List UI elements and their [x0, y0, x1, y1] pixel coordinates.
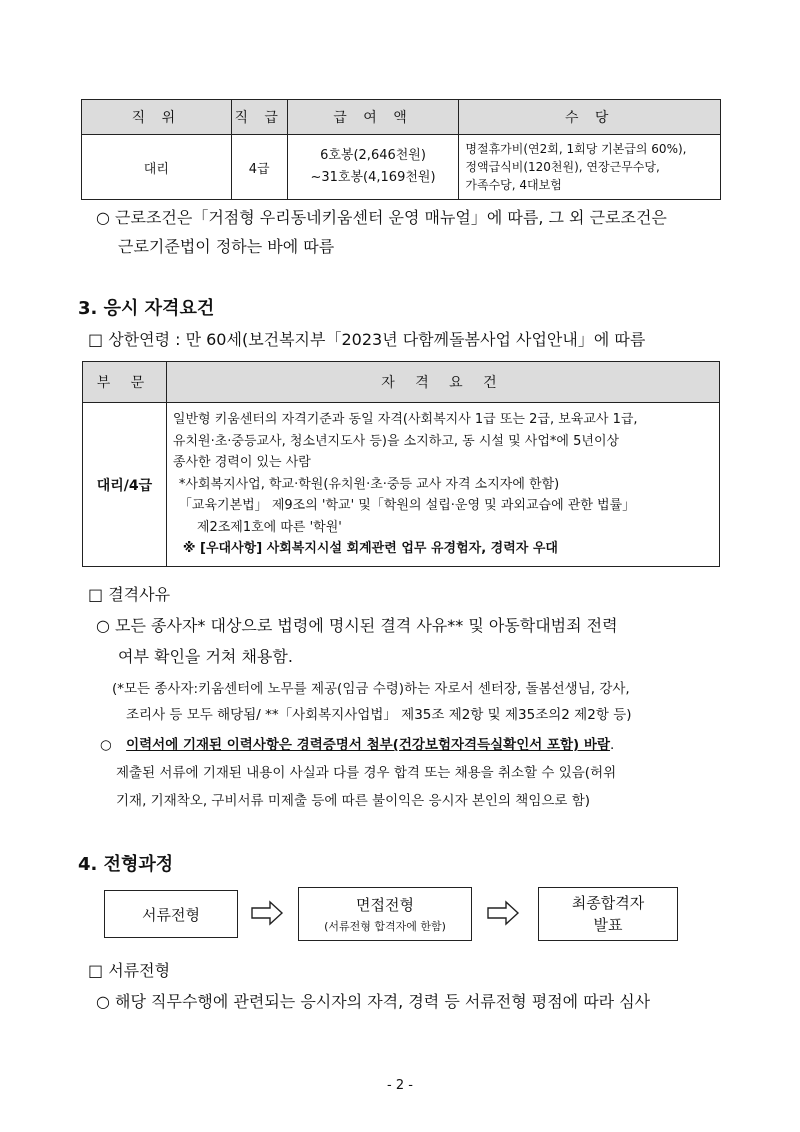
header-allowance: 수 당 — [459, 100, 721, 135]
step-document-screening — [104, 890, 238, 938]
table-row — [82, 135, 721, 200]
section4-title: 4. 전형과정 — [78, 854, 174, 875]
page-number: - 2 - — [387, 1078, 413, 1093]
allowance-line: 가족수당, 4대보험 — [465, 178, 562, 192]
period: . — [610, 737, 615, 753]
allowance-line: 명절휴가비(연2회, 1회당 기본급의 60%), — [465, 142, 687, 156]
step-label: 면접전형 — [356, 896, 414, 914]
pay-cell — [287, 135, 459, 200]
arrow-right-icon — [486, 899, 520, 927]
disqualification-item2-line3: 기재, 기재착오, 구비서류 미제출 등에 따른 불이익은 응시자 본인의 책임으로 함) — [116, 793, 591, 809]
req-line: 제2조제1호에 따른 '학원' — [196, 519, 342, 535]
header-position: 직 위 — [82, 100, 232, 135]
disqualification-item2-line2: 제출된 서류에 기재된 내용이 사실과 다를 경우 합격 또는 채용을 취소할 수 있음(허위 — [116, 765, 617, 781]
preferred-note: ※ [우대사항] 사회복지시설 회계관련 업무 유경험자, 경력자 우대 — [182, 541, 558, 557]
disqualification-title: □ 결격사유 — [88, 585, 171, 604]
document-screening-title: □ 서류전형 — [88, 961, 171, 980]
step-final-announcement — [538, 887, 678, 941]
req-line: *사회복지사업, 학교·학원(유치원·초·중등 교사 자격 소지자에 한함) — [178, 476, 560, 492]
category-cell: 대리/4급 — [83, 403, 167, 567]
pay-line: ~31호봉(4,169천원) — [310, 170, 436, 185]
disqualification-note-line1: (*모든 종사자:키움센터에 노무를 제공(임금 수령)하는 자로서 센터장, 돌봄선생님, 강사, — [112, 681, 630, 697]
pay-line: 6호봉(2,646천원) — [320, 148, 426, 163]
header-requirements: 자 격 요 건 — [166, 362, 719, 403]
bullet: ○ — [100, 737, 112, 753]
disqualification-note-line2: 조리사 등 모두 해당됨/ **「사회복지사업법」 제35조 제2항 및 제35조의2 제2항 등) — [126, 707, 632, 723]
requirements-cell — [166, 403, 719, 567]
step-label: 발표 — [593, 916, 623, 934]
document-screening-desc: ○ 해당 직무수행에 관련되는 응시자의 자격, 경력 등 서류전형 평점에 따라 심사 — [96, 992, 651, 1011]
req-line: 유치원·초·중등교사, 청소년지도사 등)을 소지하고, 동 시설 및 사업*에 5년이상 — [172, 433, 620, 449]
req-line: 「교육기본법」 제9조의 '학교' 및「학원의 설립·운영 및 과외교습에 관한 법률」 — [178, 498, 636, 514]
work-conditions-line1: ○ 근로조건은「거점형 우리동네키움센터 운영 매뉴얼」에 따름, 그 외 근로조건은 — [96, 208, 667, 227]
req-line: 종사한 경력이 있는 사람 — [172, 455, 311, 471]
qualification-table-header — [83, 362, 720, 403]
header-grade: 직 급 — [231, 100, 287, 135]
step-label: 서류전형 — [142, 905, 200, 924]
allowance-line: 정액급식비(120천원), 연장근무수당, — [465, 160, 660, 174]
disqualification-item2 — [100, 733, 614, 753]
section3-title: 3. 응시 자격요건 — [78, 298, 215, 319]
disqualification-item1-line2: 여부 확인을 거쳐 채용함. — [118, 647, 293, 666]
salary-table — [81, 99, 721, 200]
step-label: 최종합격자 — [571, 894, 645, 912]
allowance-cell — [459, 135, 721, 200]
work-conditions-line2: 근로기준법이 정하는 바에 따름 — [118, 237, 335, 256]
table-row — [83, 403, 720, 567]
arrow-right-icon — [250, 899, 284, 927]
req-line: 일반형 키움센터의 자격기준과 동일 자격(사회복지사 1급 또는 2급, 보육교사 1급, — [172, 412, 638, 428]
qualification-table — [82, 361, 720, 567]
age-limit: □ 상한연령 : 만 60세(보건복지부「2023년 다함께돌봄사업 사업안내」에 따름 — [88, 330, 646, 349]
grade-cell: 4급 — [231, 135, 287, 200]
position-cell: 대리 — [82, 135, 232, 200]
step-note: (서류전형 합격자에 한함) — [324, 920, 446, 933]
header-pay: 급 여 액 — [287, 100, 459, 135]
salary-table-header — [82, 100, 721, 135]
header-category: 부 문 — [83, 362, 167, 403]
disqualification-item1-line1: ○ 모든 종사자* 대상으로 법령에 명시된 결격 사유** 및 아동학대범죄 전력 — [96, 616, 618, 635]
step-interview — [298, 887, 472, 941]
emphasis-text: 이력서에 기재된 이력사항은 경력증명서 첨부(건강보험자격득실확인서 포함) 바람 — [126, 737, 611, 753]
